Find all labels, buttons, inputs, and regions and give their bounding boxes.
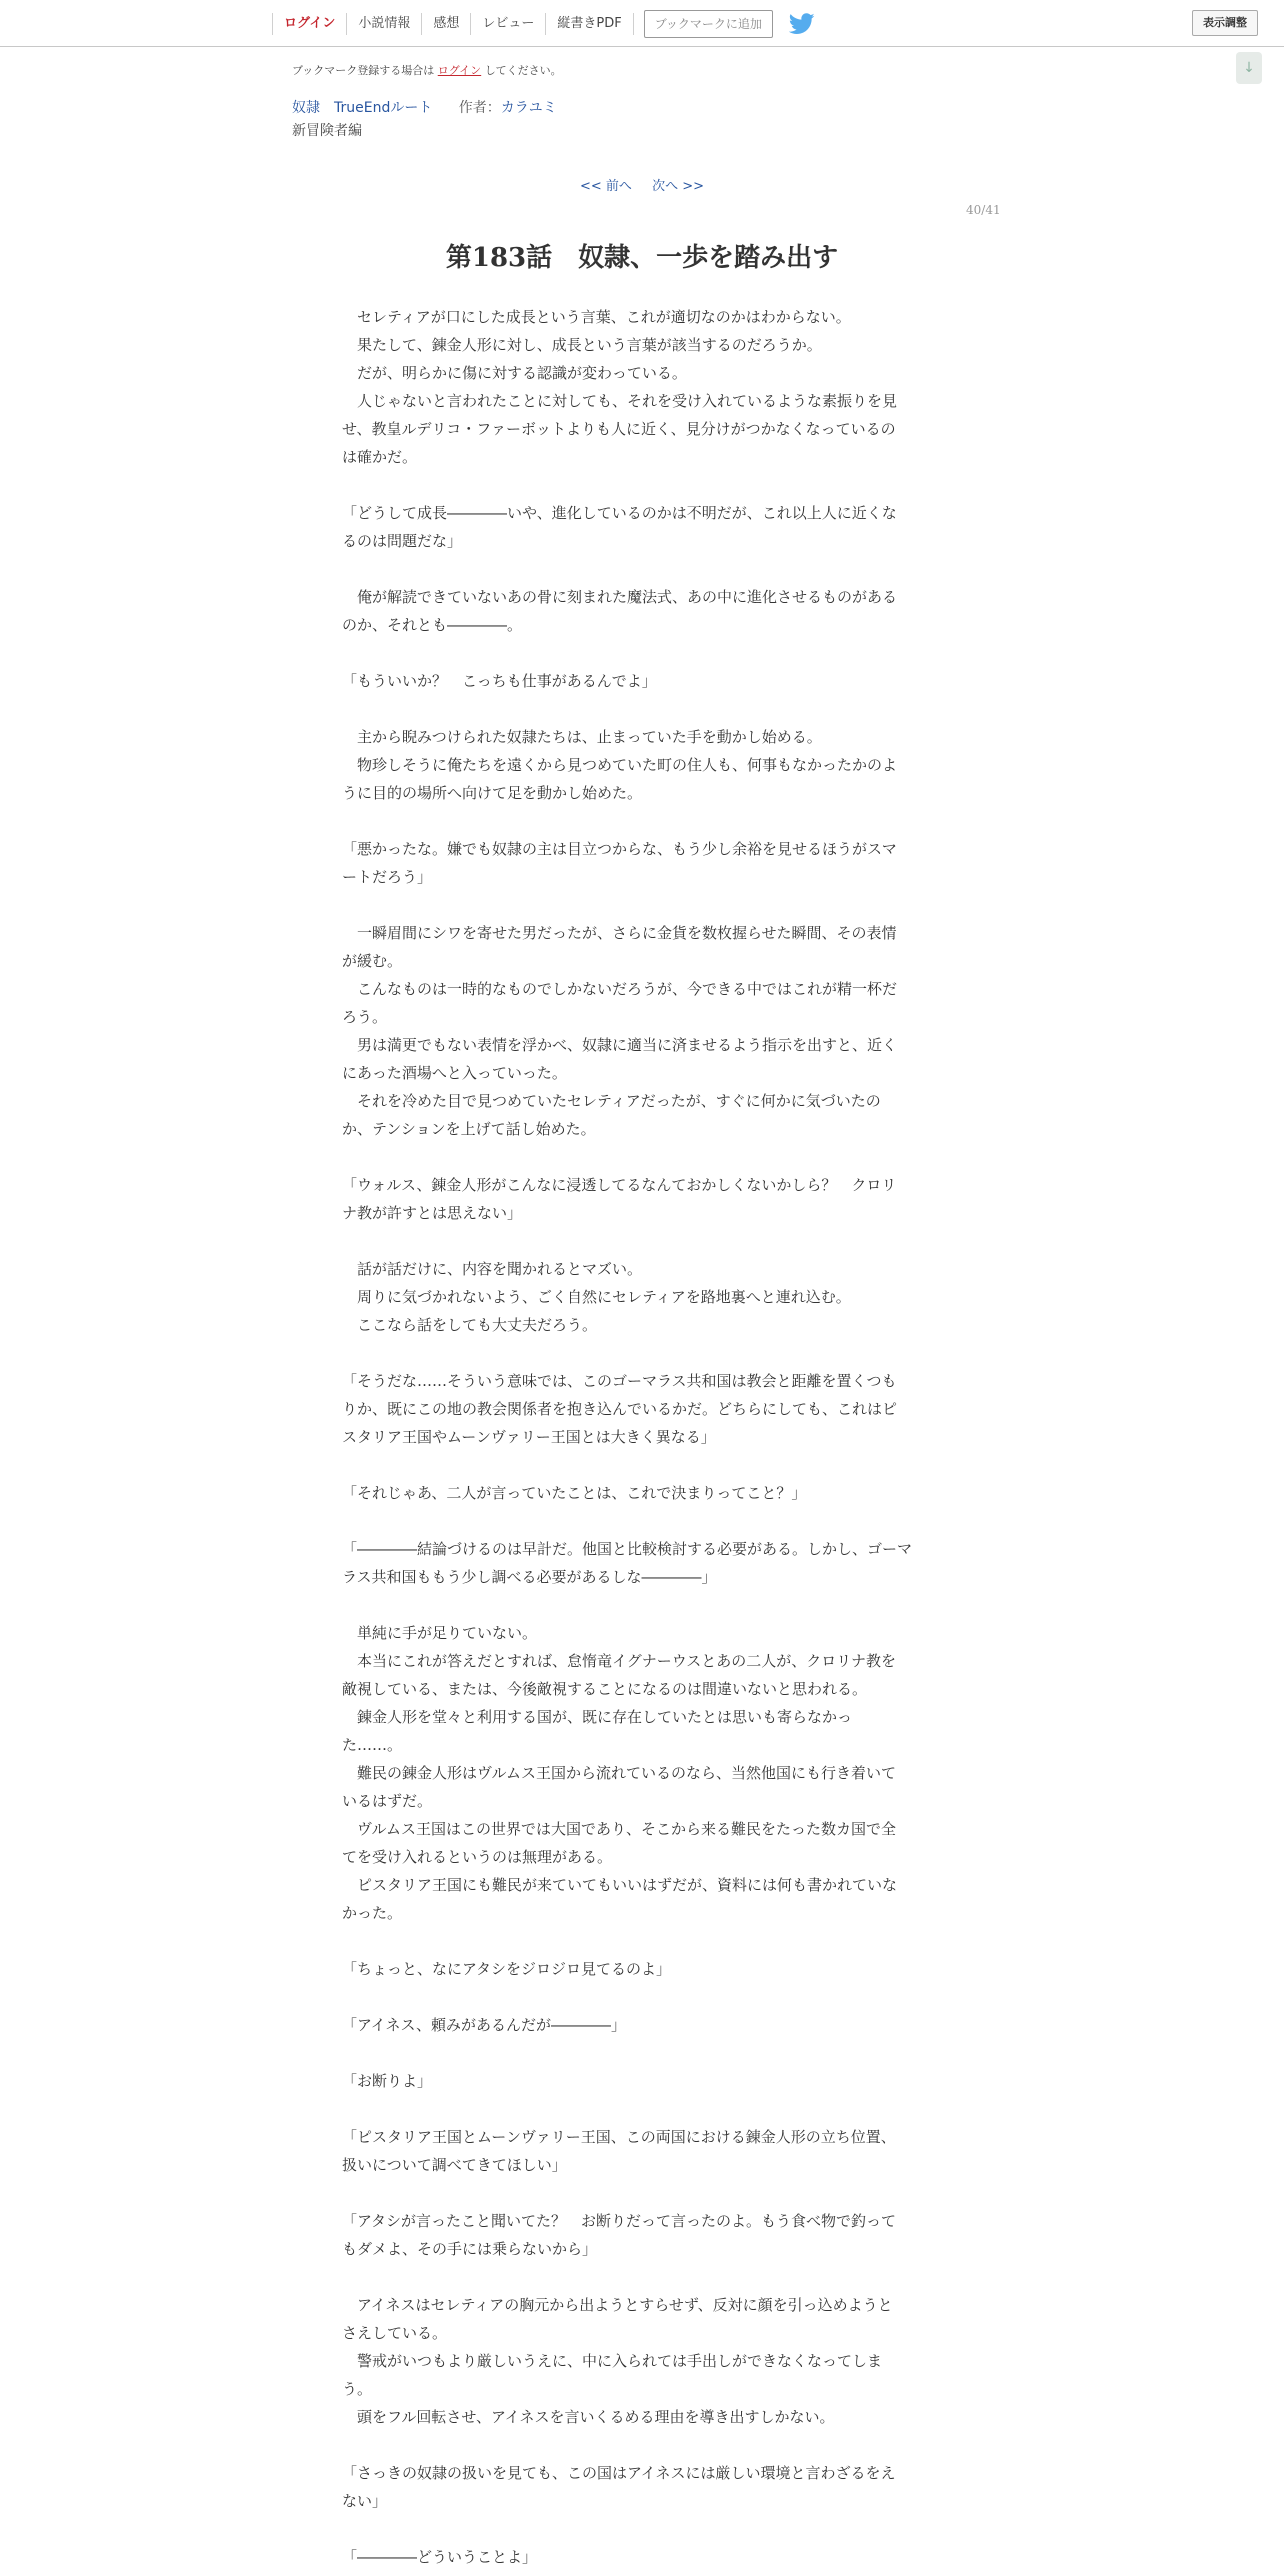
- novel-line: かった。: [342, 1904, 403, 1922]
- novel-line: 人じゃないと言われたことに対しても、それを受け入れているような素振りを見: [342, 392, 898, 410]
- blank-line: [342, 891, 936, 919]
- impressions-link[interactable]: 感想: [421, 13, 470, 35]
- series-title-link[interactable]: 奴隷 TrueEndルート: [292, 100, 433, 116]
- novel-line: 「もういいか？ こっちも仕事があるんでよ」: [342, 672, 657, 690]
- chapter-title: 第183話 奴隷、一歩を踏み出す: [445, 243, 839, 273]
- novel-line: てを受け入れるというのは無理がある。: [342, 1848, 613, 1866]
- blank-line: [342, 1591, 936, 1619]
- novel-info-link[interactable]: 小説情報: [346, 13, 421, 35]
- author-label: 作者：: [458, 100, 501, 116]
- bookmark-login-link[interactable]: ログイン: [437, 64, 482, 77]
- novel-line: た……。: [342, 1736, 403, 1754]
- novel-line: は確かだ。: [342, 448, 418, 466]
- bookmark-notice: [292, 62, 562, 78]
- novel-meta: [292, 97, 557, 117]
- blank-line: [342, 1507, 936, 1535]
- novel-line: 錬金人形を堂々と利用する国が、既に存在していたとは思いも寄らなかっ: [342, 1708, 853, 1726]
- novel-line: 男は満更でもない表情を浮かべ、奴隷に適当に済ませるよう指示を出すと、近く: [342, 1036, 898, 1054]
- novel-line: うに目的の場所へ向けて足を動かし始めた。: [342, 784, 643, 802]
- display-settings-button[interactable]: 表示調整: [1192, 10, 1258, 36]
- blank-line: [342, 807, 936, 835]
- novel-line: だが、明らかに傷に対する認識が変わっている。: [342, 364, 687, 382]
- novel-line: 「悪かったな。嫌でも奴隷の主は目立つからな、もう少し余裕を見せるほうがスマ: [342, 840, 897, 858]
- author-name-link[interactable]: カラユミ: [500, 100, 557, 116]
- novel-line: 頭をフル回転させ、アイネスを言いくるめる理由を導き出すしかない。: [342, 2408, 835, 2426]
- blank-line: [342, 2179, 936, 2207]
- pager: [0, 175, 1284, 194]
- novel-line: う。: [342, 2380, 373, 2398]
- novel-line: ナ教が許すとは思えない」: [342, 1204, 523, 1222]
- blank-line: [342, 2095, 936, 2123]
- novel-line: 「どうして成長――――いや、進化しているのかは不明だが、これ以上人に近くな: [342, 504, 897, 522]
- novel-line: か、テンションを上げて話し始めた。: [342, 1120, 596, 1138]
- blank-line: [342, 1451, 936, 1479]
- novel-line: が緩む。: [342, 952, 403, 970]
- blank-line: [342, 1339, 936, 1367]
- novel-line: ない」: [342, 2492, 388, 2510]
- novel-line: 「――――どういうことよ」: [342, 2548, 538, 2566]
- login-link[interactable]: ログイン: [272, 13, 346, 35]
- novel-line: 「ピスタリア王国とムーンヴァリー王国、この両国における錬金人形の立ち位置、: [342, 2128, 896, 2146]
- novel-line: ろう。: [342, 1008, 388, 1026]
- novel-line: 話が話だけに、内容を聞かれるとマズい。: [342, 1260, 643, 1278]
- blank-line: [342, 1927, 936, 1955]
- novel-body: [342, 303, 936, 2571]
- novel-line: 「さっきの奴隷の扱いを見ても、この国はアイネスには厳しい環境と言わざるをえ: [342, 2464, 896, 2482]
- scroll-down-icon[interactable]: ↓: [1236, 52, 1262, 84]
- blank-line: [342, 2039, 936, 2067]
- novel-line: もダメよ、その手には乗らないから」: [342, 2240, 598, 2258]
- novel-line: ートだろう」: [342, 868, 433, 886]
- bookmark-notice-suffix: してください。: [484, 64, 562, 77]
- novel-line: るのは問題だな」: [342, 532, 463, 550]
- novel-line: 扱いについて調べてきてほしい」: [342, 2156, 567, 2174]
- novel-line: 主から睨みつけられた奴隷たちは、止まっていた手を動かし始める。: [342, 728, 822, 746]
- novel-line: にあった酒場へと入っていった。: [342, 1064, 567, 1082]
- prev-page-link[interactable]: << 前へ: [580, 179, 632, 194]
- novel-line: ピスタリア王国にも難民が来ていてもいいはずだが、資料には何も書かれていな: [342, 1876, 898, 1894]
- top-bar: [0, 0, 1284, 47]
- blank-line: [342, 1983, 936, 2011]
- novel-line: さえしている。: [342, 2324, 448, 2342]
- twitter-bird-icon[interactable]: [789, 13, 815, 35]
- novel-line: ヴルムス王国はこの世界では大国であり、そこから来る難民をたった数カ国で全: [342, 1820, 896, 1838]
- next-page-link[interactable]: 次へ >>: [652, 179, 704, 194]
- novel-line: 一瞬眉間にシワを寄せた男だったが、さらに金貨を数枚握らせた瞬間、その表情: [342, 924, 897, 942]
- blank-line: [342, 2515, 936, 2543]
- review-link[interactable]: レビュー: [470, 13, 545, 35]
- novel-line: 敵視している、または、今後敵視することになるのは間違いないと思われる。: [342, 1680, 868, 1698]
- novel-line: 周りに気づかれないよう、ごく自然にセレティアを路地裏へと連れ込む。: [342, 1288, 851, 1306]
- blank-line: [342, 2263, 936, 2291]
- blank-line: [342, 2431, 936, 2459]
- novel-line: 警戒がいつもより厳しいうえに、中に入られては手出しができなくなってしま: [342, 2352, 883, 2370]
- blank-line: [342, 555, 936, 583]
- novel-line: 本当にこれが答えだとすれば、怠惰竜イグナーウスとあの二人が、クロリナ教を: [342, 1652, 896, 1670]
- novel-line: 「そうだな……そういう意味では、このゴーマラス共和国は教会と距離を置くつも: [342, 1372, 897, 1390]
- vertical-pdf-link[interactable]: 縦書きPDF: [545, 13, 633, 35]
- novel-line: 「――――結論づけるのは早計だ。他国と比較検討する必要がある。しかし、ゴーマ: [342, 1540, 913, 1558]
- novel-line: スタリア王国やムーンヴァリー王国とは大きく異なる」: [342, 1428, 716, 1446]
- novel-line: 「アイネス、頼みがあるんだが――――」: [342, 2016, 626, 2034]
- novel-line: 「アタシが言ったこと聞いてた？ お断りだって言ったのよ。もう食べ物で釣って: [342, 2212, 896, 2230]
- blank-line: [342, 695, 936, 723]
- bookmark-notice-prefix: ブックマーク登録する場合は: [292, 64, 435, 77]
- novel-line: ここなら話をしても大丈夫だろう。: [342, 1316, 598, 1334]
- novel-line: 「お断りよ」: [342, 2072, 433, 2090]
- novel-line: 俺が解読できていないあの骨に刻まれた魔法式、あの中に進化させるものがある: [342, 588, 898, 606]
- novel-line: ラス共和国ももう少し調べる必要があるしな――――」: [342, 1568, 717, 1586]
- blank-line: [342, 471, 936, 499]
- arc-title: 新冒険者編: [292, 123, 362, 139]
- novel-line: せ、教皇ルデリコ・ファーボットよりも人に近く、見分けがつかなくなっているの: [342, 420, 896, 438]
- novel-line: 物珍しそうに俺たちを遠くから見つめていた町の住人も、何事もなかったかのよ: [342, 756, 898, 774]
- main-nav: [272, 6, 815, 42]
- novel-line: いるはずだ。: [342, 1792, 433, 1810]
- novel-line: 果たして、錬金人形に対し、成長という言葉が該当するのだろうか。: [342, 336, 822, 354]
- add-bookmark-button[interactable]: ブックマークに追加: [644, 10, 773, 38]
- novel-line: のか、それとも――――。: [342, 616, 523, 634]
- blank-line: [342, 639, 936, 667]
- novel-line: りか、既にこの地の教会関係者を抱き込んでいるかだ。どちらにしても、これはピ: [342, 1400, 898, 1418]
- blank-line: [342, 1143, 936, 1171]
- novel-line: 「ウォルス、錬金人形がこんなに浸透してるなんておかしくないかしら？ クロリ: [342, 1176, 897, 1194]
- novel-line: 単純に手が足りていない。: [342, 1624, 538, 1642]
- novel-line: 難民の錬金人形はヴルムス王国から流れているのなら、当然他国にも行き着いて: [342, 1764, 896, 1782]
- novel-line: 「それじゃあ、二人が言っていたことは、これで決まりってこと？」: [342, 1484, 807, 1502]
- blank-line: [342, 1227, 936, 1255]
- novel-line: アイネスはセレティアの胸元から出ようとすらせず、反対に顔を引っ込めようと: [342, 2296, 893, 2314]
- page-number: 40/41: [966, 203, 1001, 217]
- novel-line: 「ちょっと、なにアタシをジロジロ見てるのよ」: [342, 1960, 671, 1978]
- novel-line: セレティアが口にした成長という言葉、これが適切なのかはわからない。: [342, 308, 851, 326]
- novel-line: こんなものは一時的なものでしかないだろうが、今できる中ではこれが精一杯だ: [342, 980, 898, 998]
- novel-line: それを冷めた目で見つめていたセレティアだったが、すぐに何かに気づいたの: [342, 1092, 881, 1110]
